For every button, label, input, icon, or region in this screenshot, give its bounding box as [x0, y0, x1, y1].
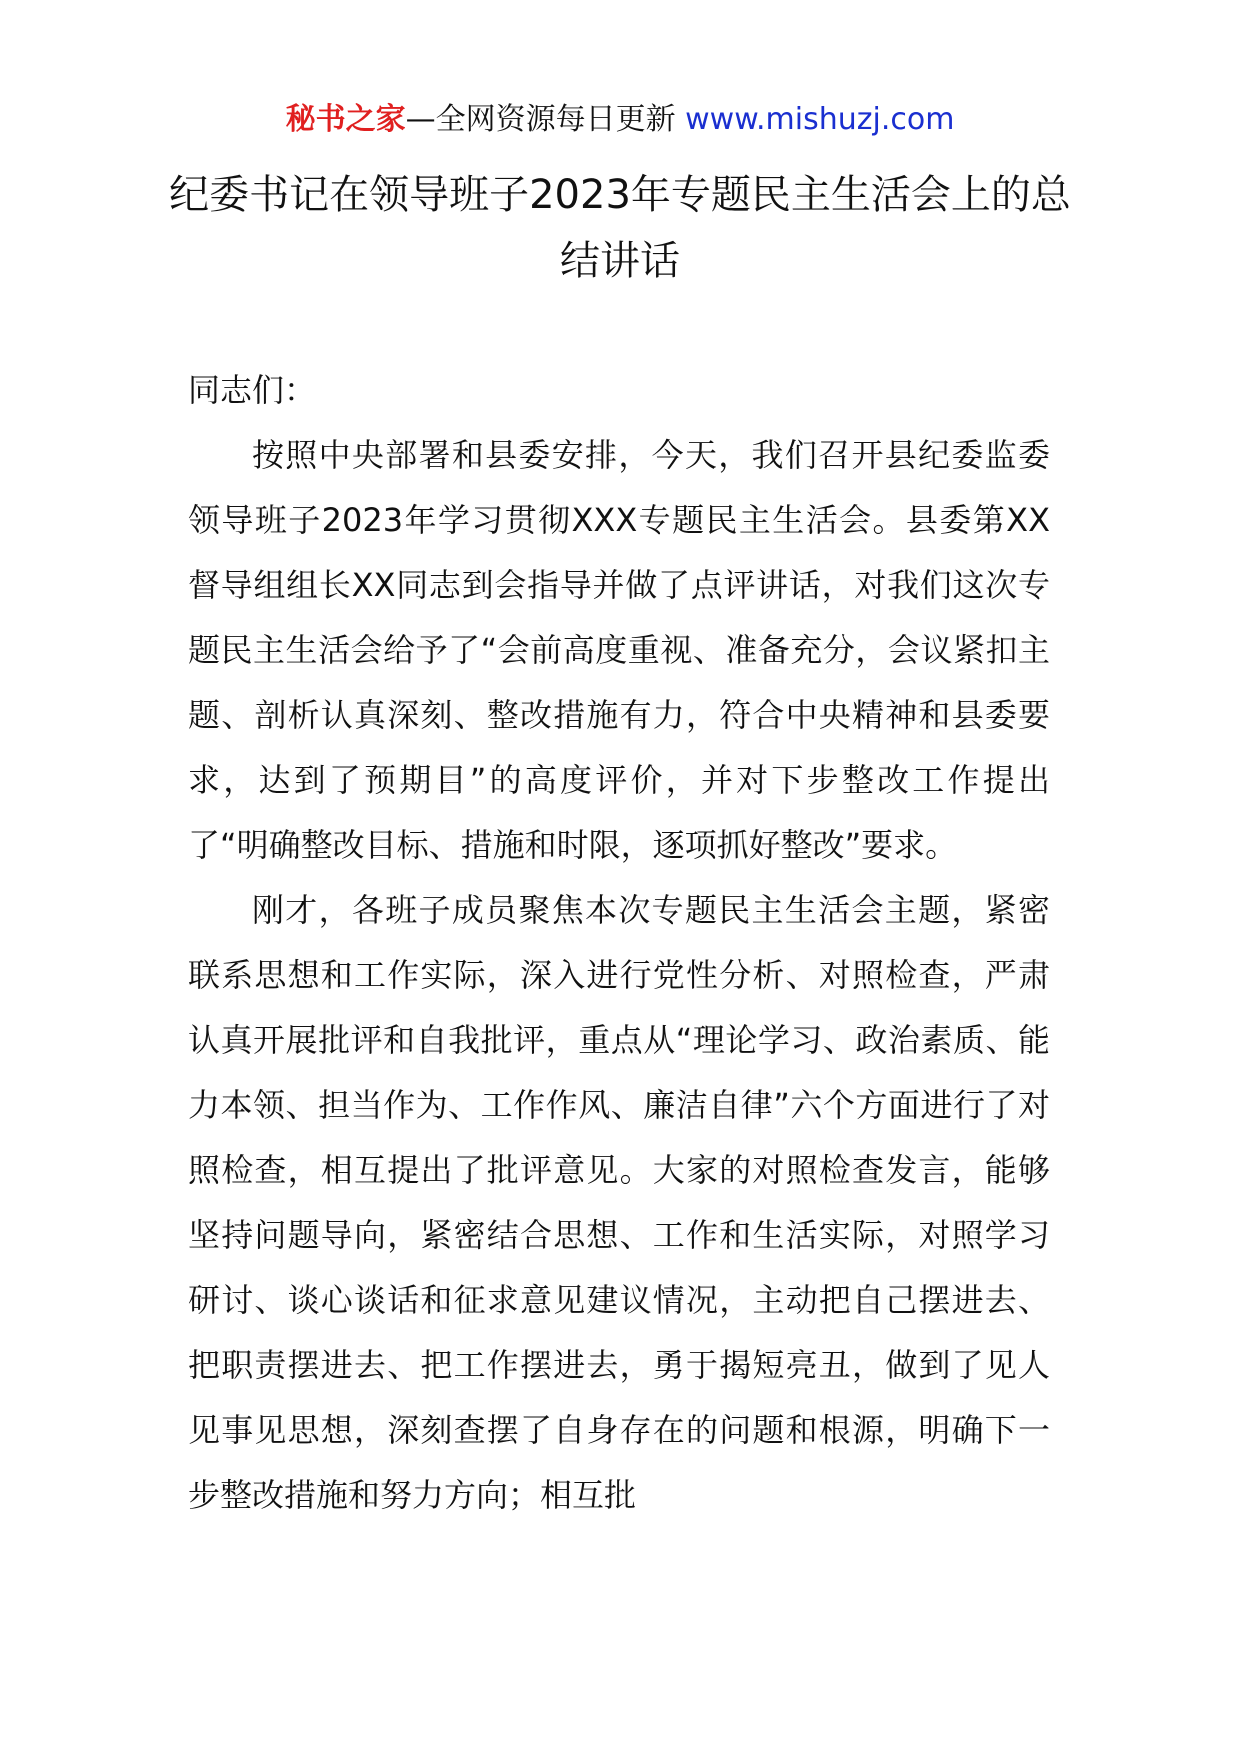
body-paragraph-2: 刚才，各班子成员聚焦本次专题民主生活会主题，紧密联系思想和工作实际，深入进行党性分析、对照检查，严肃认真开展批评和自我批评，重点从“理论学习、政治素质、能力本领、担当作为、工作作风、廉洁自律”六个方面进行了对照检查，相互提出了批评意见。大家的对照检查发言，能够坚持问题导向，紧密结合思想、工作和生活实际，对照学习研讨、谈心谈话和征求意见建议情况，主动把自己摆进去、把职责摆进去、把工作摆进去，勇于揭短亮丑，做到了见人见事见思想，深刻查摆了自身存在的问题和根源，明确下一步整改措施和努力方向；相互批: [188, 891, 1050, 1514]
site-brand: 秘书之家: [285, 102, 406, 137]
site-tagline: —全网资源每日更新: [405, 102, 676, 137]
salutation: 同志们：: [188, 371, 317, 409]
site-header: [0, 100, 1240, 140]
document-title: 纪委书记在领导班子2023年专题民主生活会上的总结讲话: [169, 172, 1071, 284]
site-url-link[interactable]: www.mishuzj.com: [685, 102, 955, 137]
body-paragraph-1: 按照中央部署和县委安排，今天，我们召开县纪委监委领导班子2023年学习贯彻XXX专题民主生活会。县委第XX督导组组长XX同志到会指导并做了点评讲话，对我们这次专题民主生活会给予了“会前高度重视、准备充分，会议紧扣主题、剖析认真深刻、整改措施有力，符合中央精神和县委要求，达到了预期目”的高度评价，并对下步整改工作提出了“明确整改目标、措施和时限，逐项抓好整改”要求。: [188, 436, 1050, 864]
document-body: [188, 358, 1050, 1528]
